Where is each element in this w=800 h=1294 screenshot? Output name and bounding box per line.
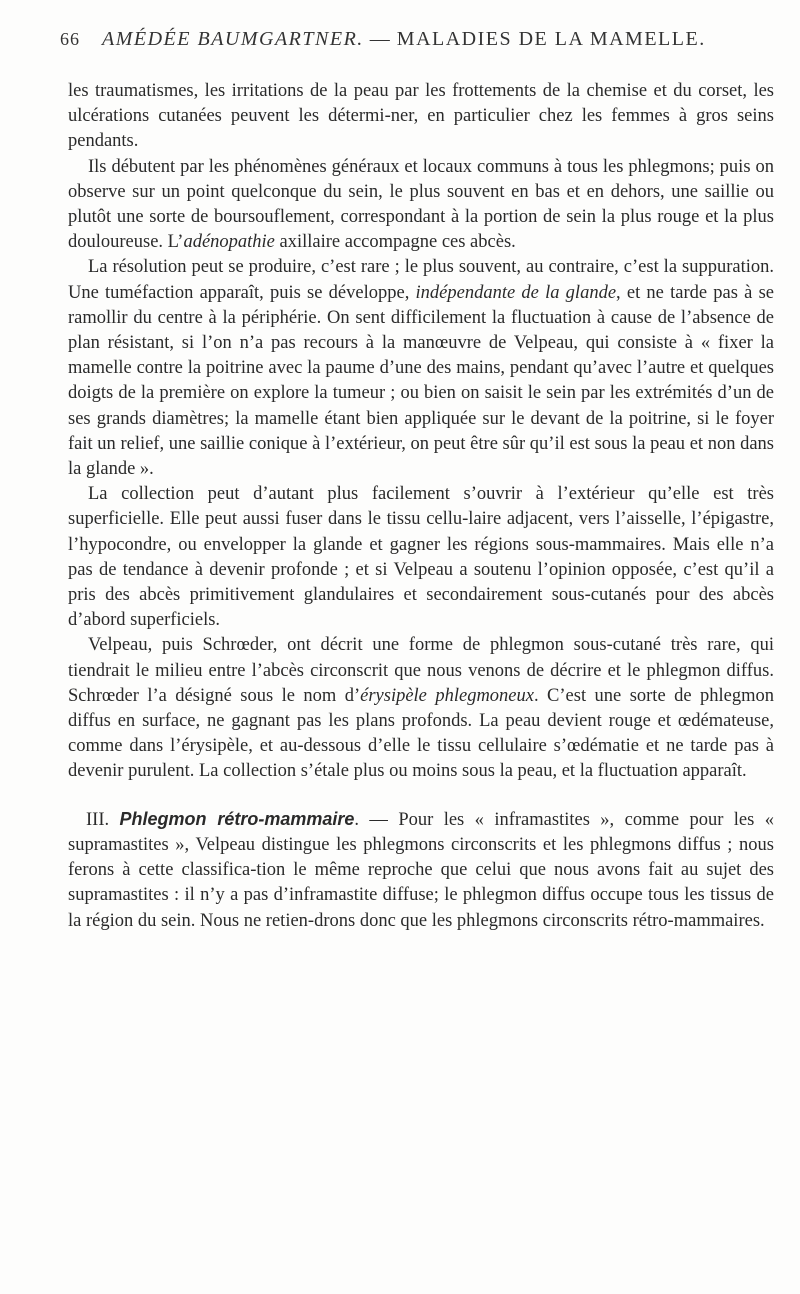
paragraph-2-text-b: axillaire accompagne ces abcès. [274, 232, 516, 253]
paragraph-2 [68, 155, 774, 256]
paragraph-3-emphasis: indépendante de la glande [415, 282, 617, 303]
section-numeral: III. [86, 809, 120, 830]
page-number: 66 [60, 29, 80, 49]
paragraph-5 [68, 633, 774, 784]
running-head-author: AMÉDÉE BAUMGARTNER. [102, 28, 364, 50]
running-head-dash: — [369, 28, 397, 50]
paragraph-3 [68, 255, 774, 482]
section-heading: Phlegmon rétro-mammaire [119, 808, 355, 829]
running-head [60, 28, 780, 58]
section-iii-paragraph [68, 807, 774, 934]
paragraph-3-text-a: La résolution peut se produire, c’est rare ; le plus souvent, au contraire, c’est la suppuration. Une tuméfaction apparaît, puis se développe, [68, 257, 774, 303]
section-iii-text: . — Pour les « inframastites », comme pour les « supramastites », Velpeau distingue les phlegmons circonscrits et les phlegmons diffus ; nous ferons à cette classifica-tion le même reproche que celui que nous avons fait au sujet des supramastites : il n’y a pas d’inframastite diffuse; le phlegmon diffus occupe tous les tissus de la région du sein. Nous ne retien-drons donc que les phlegmons circonscrits rétro-mammaires. [68, 809, 775, 931]
paragraph-2-text-a: Ils débutent par les phénomènes généraux et locaux communs à tous les phlegmons; puis on observe sur un point quelconque du sein, le plus souvent en bas et en dehors, une saillie ou plutôt une sorte de boursouflement, correspondant à la portion de sein la plus rouge et la plus douloureuse. L’ [68, 156, 774, 253]
paragraph-1: les traumatismes, les irritations de la peau par les frottements de la chemise et du corset, les ulcérations cutanées peuvent les détermi-ner, en particulier chez les femmes à gros seins pendants. [68, 81, 774, 152]
running-head-title: MALADIES DE LA MAMELLE. [396, 28, 706, 50]
paragraph-3-text-b: , et ne tarde pas à se ramollir du centre à la périphérie. On sent difficilement la fluctuation à cause de l’absence de plan résistant, si l’on n’a pas recours à la manœuvre de Velpeau, qui consiste à « fixer la mamelle contre la poitrine avec la paume d’une des mains, pendant qu’avec l’autre et quelques doigts de la première on explore la tumeur ; ou bien on saisit le sein par les extrémités d’un de ses grands diamètres; la mamelle étant bien appliquée sur le devant de la poitrine, si le foyer fait un relief, une saillie conique à l’extérieur, on peut être sûr qu’il est sous la peau et non dans la glande ». [68, 282, 774, 480]
paragraph-2-emphasis: adénopathie [183, 232, 275, 253]
paragraph-5-text-a: Velpeau, puis Schrœder, ont décrit une forme de phlegmon sous-cutané très rare, qui tiendrait le milieu entre l’abcès circonscrit que nous venons de décrire et le phlegmon diffus. Schrœder l’a désigné sous le nom d’ [68, 635, 774, 706]
paragraph-5-text-b: . C’est une sorte de phlegmon diffus en surface, ne gagnant pas les plans profonds. La peau devient rouge et œdémateuse, comme dans l’érysipèle, et au-dessous d’elle le tissu cellulaire s’œdématie et ne tarde pas à devenir purulent. La collection s’étale plus ou moins sous la peau, et la fluctuation apparaît. [68, 685, 774, 782]
body-text [68, 79, 774, 934]
paragraph-5-emphasis: érysipèle phlegmoneux [360, 685, 534, 706]
paragraph-4: La collection peut d’autant plus facilement s’ouvrir à l’extérieur qu’elle est très superficielle. Elle peut aussi fuser dans le tissu cellu-laire adjacent, vers l’aisselle, l’épigastre, l’hypocondre, ou envelopper la glande et gagner les régions sous-mammaires. Mais elle n’a pas de tendance à devenir profonde ; et si Velpeau a soutenu l’opinion opposée, c’est qu’il a pris des abcès primitivement glandulaires et secondairement sous-cutanés pour des abcès d’abord superficiels. [68, 484, 774, 631]
